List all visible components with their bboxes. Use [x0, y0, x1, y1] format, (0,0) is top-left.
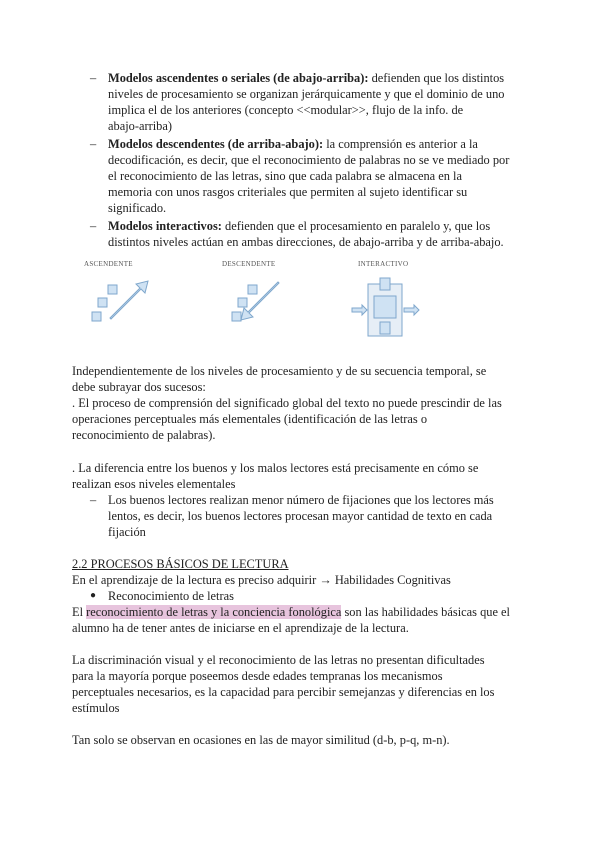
section-heading: 2.2 PROCESOS BÁSICOS DE LECTURA [72, 557, 289, 571]
dash-marker: – [90, 219, 97, 233]
term: Modelos ascendentes o seriales (de abajo-arriba): [108, 71, 369, 85]
diagram-interactivo [350, 258, 470, 348]
dash-marker: – [90, 493, 97, 507]
diagram-ascendente [78, 258, 198, 348]
dash-marker: – [90, 137, 97, 151]
diagram-label: ASCENDENTE [84, 260, 133, 268]
bullet-marker: ● [90, 590, 97, 601]
document-page: – Modelos ascendentes o seriales (de abajo-arriba): defienden que los distintos niveles de procesamiento se organizan jerárquicamente y que el dominio de uno implica el de los anteriores (concepto <<modular>>, flujo de la info. de abajo-arriba) – Modelos descendentes (de arriba-abajo): la comprensión es anterior a la decodificación, es decir, que el reconocimiento de palabras no se ve mediado por el reconocimiento de las letras, sino que cada palabra se almacena en la memoria con unos rasgos criteriales que permiten al sujeto identificar su significado. – Modelos interactivos: defienden que el procesamiento en paralelo y, que los distintos niveles actúan en ambas direcciones, de abajo-arriba y de arriba-abajo. ASCENDENTE DESCENDENTE INTERACTIVO Independientemente de los niveles de procesamiento y de su secuencia temporal, se debe subrayar dos sucesos: . El proceso de comprensión del significado global del texto no puede prescindir de las operaciones perceptuales más elementales (identificación de las letras o reconocimiento de palabras). . La diferencia entre los buenos y los malos lectores está precisamente en cómo se realizan esos niveles elementales – Los buenos lectores realizan menor número de fijaciones que los lectores más lentos, es decir, los buenos lectores procesan mayor cantidad de texto en cada fijación 2.2 PROCESOS BÁSICOS DE LECTURA En el aprendizaje de la lectura es preciso adquirir → Habilidades Cognitivas ● Reconocimiento de letras El reconocimiento de letras y la conciencia fonológica son las habilidades básicas que el alumno ha de tener antes de iniciarse en el aprendizaje de la lectura. La discriminación visual y el reconocimiento de las letras no presentan dificultades para la mayoría porque poseemos desde edades tempranas los mecanismos perceptuales necesarios, es la capacidad para percibir semejanzas y diferencias en los estímulos Tan solo se observan en ocasiones en las de mayor similitud (d-b, p-q, m-n). [0, 0, 600, 848]
interactivo-figure [350, 258, 470, 348]
section-intro: En el aprendizaje de la lectura es preciso adquirir → Habilidades Cognitivas [72, 573, 451, 587]
highlighted-text: reconocimiento de letras y la conciencia fonológica [86, 605, 342, 619]
paragraph-discriminacion: La discriminación visual y el reconocimiento de las letras no presentan dificultades para la mayoría porque poseemos desde edades tempranas los mecanismos perceptuales necesarios, es la capacidad para percibir semejanzas y diferencias en los estímulos [72, 653, 495, 715]
paragraph-diferencia: . La diferencia entre los buenos y los malos lectores está precisamente en cómo se realizan esos niveles elementales [72, 461, 479, 491]
paragraph-habilidades: El reconocimiento de letras y la conciencia fonológica son las habilidades básicas que el alumno ha de tener antes de iniciarse en el aprendizaje de la lectura. [72, 605, 510, 635]
term: Modelos descendentes (de arriba-abajo): [108, 137, 324, 151]
descendente-figure [218, 258, 338, 348]
diagram-label: INTERACTIVO [358, 260, 409, 268]
diagram-descendente [218, 258, 338, 348]
paragraph-similitud: Tan solo se observan en ocasiones en las de mayor similitud (d-b, p-q, m-n). [72, 733, 450, 747]
term: Modelos interactivos: [108, 219, 222, 233]
paragraph-sucesos: Independientemente de los niveles de procesamiento y de su secuencia temporal, se debe subrayar dos sucesos: . El proceso de comprensión del significado global del texto no puede prescindir de las operaciones perceptuales más elementales (identificación de las letras o reconocimiento de palabras). [72, 364, 502, 442]
dash-marker: – [90, 71, 97, 85]
diagram-label: DESCENDENTE [222, 260, 276, 268]
ascendente-figure [78, 258, 198, 348]
